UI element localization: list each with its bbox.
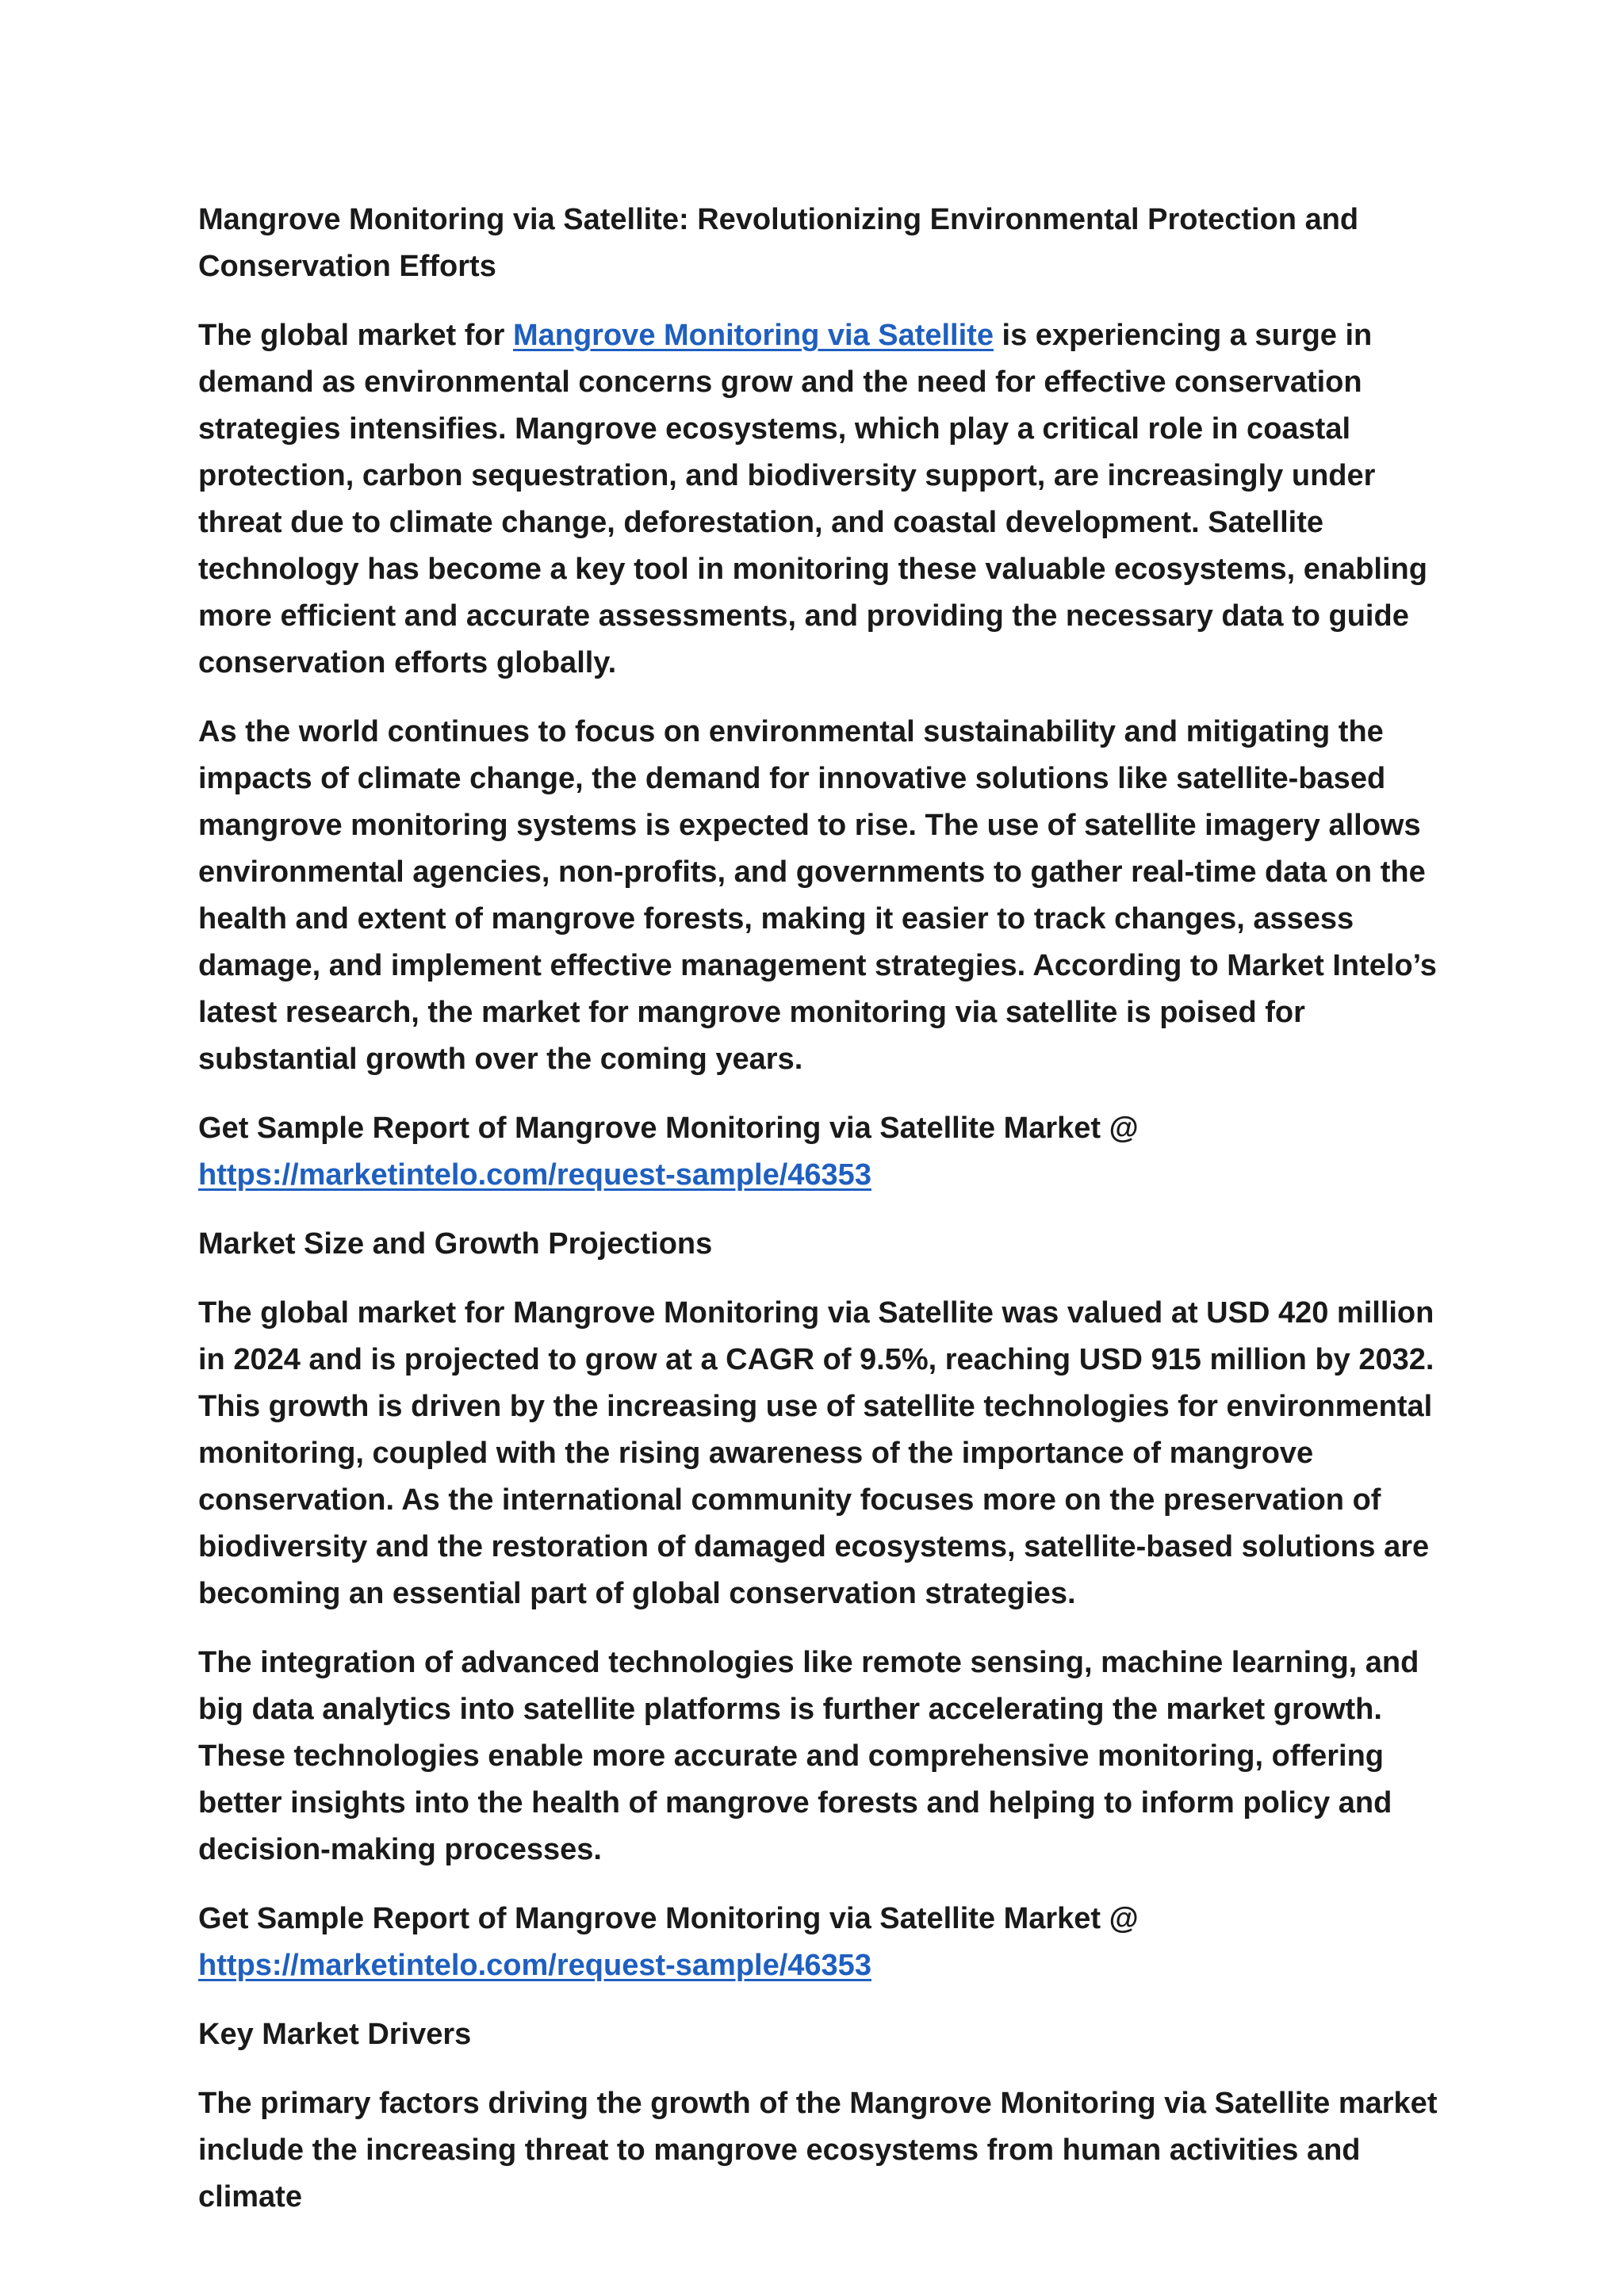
document-title: Mangrove Monitoring via Satellite: Revolutionizing Environmental Protection and Conservation Efforts [198,203,1359,283]
intro-prefix: The global market for [198,319,513,352]
sample-report-1-link[interactable]: https://marketintelo.com/request-sample/46353 [198,1158,871,1192]
paragraph-3: The global market for Mangrove Monitoring via Satellite was valued at USD 420 million in 2024 and is projected to grow at a CAGR of 9.5%, reaching USD 915 million by 2032. This growth is driven by the increasing use of satellite technologies for environmental monitoring, coupled with the rising awareness of the importance of mangrove conservation. As the international community focuses more on the preservation of biodiversity and the restoration of damaged ecosystems, satellite-based solutions are becoming an essential part of global conservation strategies. [198,1296,1434,1610]
paragraph-4: The integration of advanced technologies like remote sensing, machine learning, and big data analytics into satellite platforms is further accelerating the market growth. These technologies enable more accurate and comprehensive monitoring, offering better insights into the health of mangrove forests and helping to inform policy and decision-making processes. [198,1646,1419,1866]
sample-report-2 [198,1896,1459,1989]
heading-key-drivers: Key Market Drivers [198,2018,472,2051]
heading-market-size: Market Size and Growth Projections [198,1227,713,1261]
intro-paragraph [198,312,1459,687]
paragraph-2: As the world continues to focus on environmental sustainability and mitigating the impacts of climate change, the demand for innovative solutions like satellite-based mangrove monitoring systems is expected to rise. The use of satellite imagery allows environmental agencies, non-profits, and governments to gather real-time data on the health and extent of mangrove forests, making it easier to track changes, assess damage, and implement effective management strategies. According to Market Intelo’s latest research, the market for mangrove monitoring via satellite is poised for substantial growth over the coming years. [198,715,1437,1076]
mangrove-monitoring-link[interactable]: Mangrove Monitoring via Satellite [512,319,994,352]
sample-report-2-link[interactable]: https://marketintelo.com/request-sample/46353 [198,1949,871,1982]
paragraph-5: The primary factors driving the growth of the Mangrove Monitoring via Satellite market include the increasing threat to mangrove ecosystems from human activities and climate [198,2087,1438,2214]
sample-report-2-text: Get Sample Report of Mangrove Monitoring via Satellite Market @ [198,1902,1139,1935]
document-page [198,197,1459,2243]
sample-report-1 [198,1105,1459,1199]
intro-suffix: is experiencing a surge in demand as environmental concerns grow and the need for effective conservation strategies intensifies. Mangrove ecosystems, which play a critical role in coastal protection, carbon sequestration, and biodiversity support, are increasingly under threat due to climate change, deforestation, and coastal development. Satellite technology has become a key tool in monitoring these valuable ecosystems, enabling more efficient and accurate assessments, and providing the necessary data to guide conservation efforts globally. [198,319,1427,679]
sample-report-1-text: Get Sample Report of Mangrove Monitoring via Satellite Market @ [198,1112,1139,1145]
